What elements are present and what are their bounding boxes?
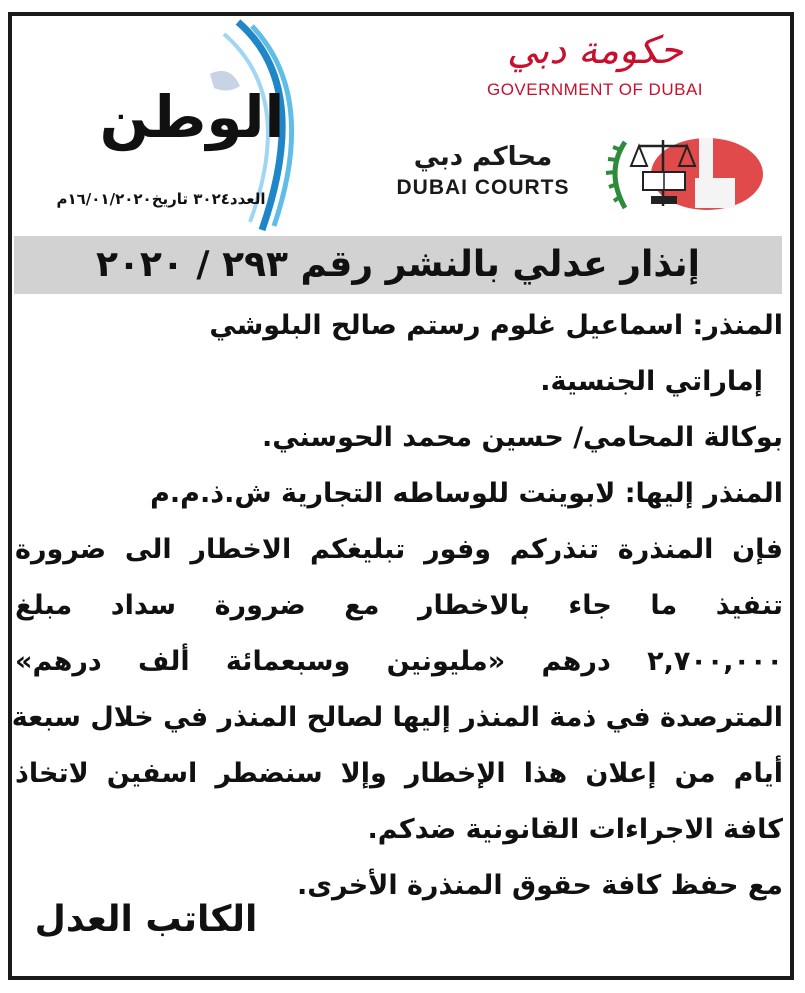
notice-line-3: بوكالة المحامي/ حسين محمد الحوسني. [261, 422, 783, 453]
notice-title: إنذار عدلي بالنشر رقم ٢٩٣ / ٢٠٢٠ [95, 244, 700, 285]
government-logo-english: GOVERNMENT OF DUBAI [486, 80, 704, 99]
notary-signature: الكاتب العدل [34, 899, 258, 940]
issue-date-line: العدد٣٠٢٤ تاريخ١٦/٠١/٢٠٢٠م [56, 190, 266, 208]
notice-line-2: إماراتي الجنسية. [540, 366, 763, 397]
notice-line-1: المنذر: اسماعيل غلوم رستم صالح البلوشي [209, 310, 783, 341]
dubai-courts-text [383, 142, 583, 200]
dubai-courts-block [345, 128, 765, 218]
notice-line-9: أيام من إعلان هذا الإخطار وإلا سنضطر اسفين لاتخاذ [15, 758, 783, 789]
notice-line-5: فإن المنذرة تنذركم وفور تبليغكم الاخطار الى ضرورة [15, 534, 783, 565]
notice-line-10: كافة الاجراءات القانونية ضدكم. [367, 814, 783, 845]
notice-line-11: مع حفظ كافة حقوق المنذرة الأخرى. [296, 870, 783, 901]
government-logo-arabic: حكومة دبي [506, 28, 684, 72]
dubai-courts-emblem-icon [595, 132, 765, 216]
dubai-courts-arabic: محاكم دبي [413, 142, 553, 172]
notice-line-7: ٢,٧٠٠,٠٠٠ درهم «مليونين وسبعمائة ألف درهم» [15, 646, 783, 677]
government-of-dubai-logo [480, 28, 710, 100]
notice-line-8: المترصدة في ذمة المنذر إليها لصالح المنذر في خلال سبعة [11, 702, 783, 733]
notice-line-4: المنذر إليها: لابوينت للوساطه التجارية ش.ذ.م.م [150, 478, 783, 509]
dubai-courts-english: DUBAI COURTS [396, 176, 570, 199]
notice-title-band [14, 236, 782, 294]
notice-line-6: تنفيذ ما جاء بالاخطار مع ضرورة سداد مبلغ [15, 590, 783, 621]
newspaper-name: الوطن [99, 83, 285, 151]
